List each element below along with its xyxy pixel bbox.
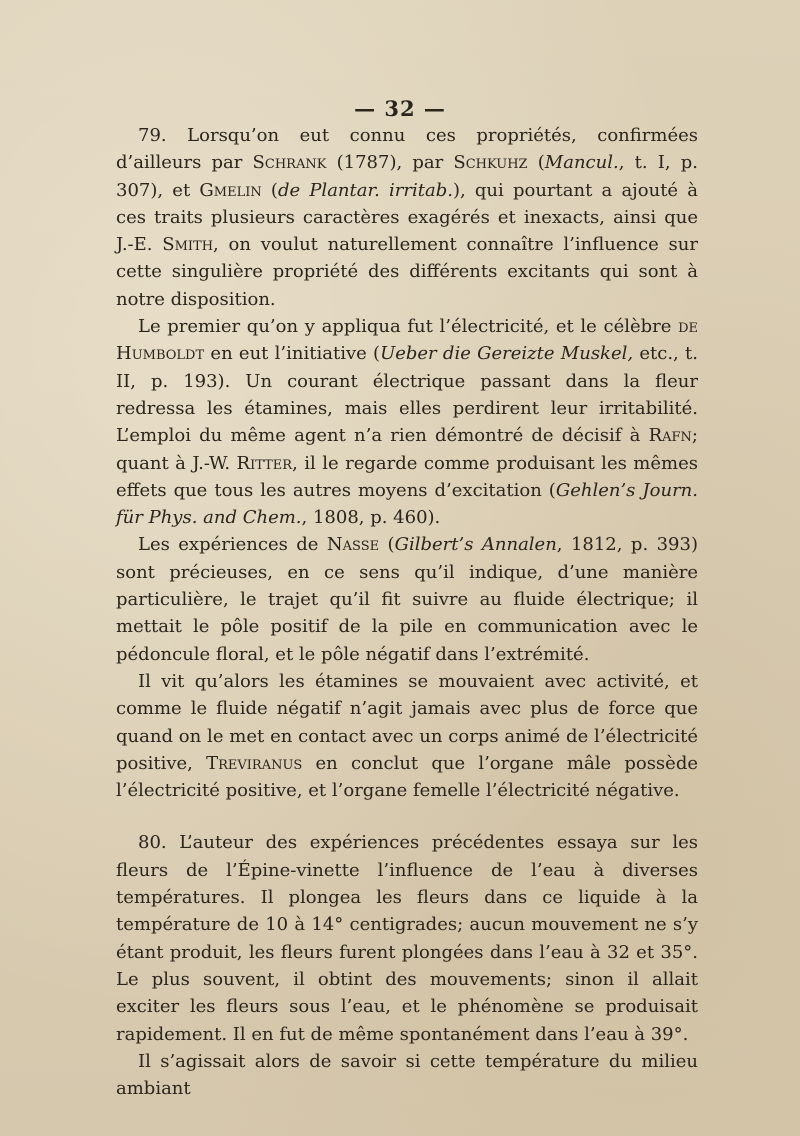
text-run: , 1808, p. 460). xyxy=(301,507,441,529)
italic-text: Ueber die Gereizte Muskel, xyxy=(380,343,634,365)
paragraph xyxy=(116,531,698,667)
text-run: ( xyxy=(527,152,545,174)
italic-text: Gilbert’s Annalen xyxy=(394,534,557,556)
text-run: , 1812, p. 393) sont précieuses, en ce sens qu’il indique, d’une manière particulière, le trajet qu’il fit suivre au fluide électrique; il mettait le pôle positif de la pile en communication avec le pédoncule floral, et le pôle négatif dans l’extrémité. xyxy=(116,534,698,665)
text-run: ; quant à J.-W. xyxy=(116,425,698,474)
italic-text: de Plantar. irritab. xyxy=(277,179,453,201)
text-run: etc., t. II, p. 193). Un courant électrique passant dans la fleur redressa les étamines, mais elles perdirent leur irritabilité. L’emploi du même agent n’a rien démontré de décisif à xyxy=(116,343,698,447)
paragraph xyxy=(116,829,698,1047)
text-run: 79. Lorsqu’on eut connu ces propriétés, confirmées d’ailleurs par xyxy=(116,125,698,174)
text-run: Le premier qu’on y appliqua fut l’électricité, et le célèbre xyxy=(138,316,679,338)
text-run: ( xyxy=(379,534,395,556)
text-run: 80. L’auteur des expériences précédentes essaya sur les fleurs de l’Épine-vinette l’influence de l’eau à diverses températures. Il plongea les fleurs dans ce liquide à la température de 10 à 14° centigrades; aucun mouvement ne s’y étant produit, les fleurs furent plongées dans l’eau à 32 et 35°. Le plus souvent, il obtint des mouvements; sinon il allait exciter les fleurs sous l’eau, et le phénomène se produisait rapidement. Il en fut de même spontanément dans l’eau à 39°. xyxy=(116,832,698,1045)
author-name: Nasse xyxy=(326,534,380,556)
text-run: (1787), par xyxy=(326,152,454,174)
text-run: en conclut que l’organe mâle possède l’électricité positive, et l’organe femelle l’électricité négative. xyxy=(116,752,699,802)
text-run: Les expériences de xyxy=(138,534,327,556)
text-run: , t. I, p. 307), et xyxy=(116,152,698,201)
text-run: Il s’agissait alors de savoir si cette température du milieu ambiant xyxy=(116,1050,698,1100)
text-run: ( xyxy=(261,179,278,201)
author-name: Smith xyxy=(162,234,214,256)
italic-text: Mancul. xyxy=(544,152,619,174)
paragraph xyxy=(116,313,698,531)
paragraph xyxy=(116,122,698,313)
italic-text: Gehlen’s Journ. für Phys. and Chem. xyxy=(116,479,698,529)
text-run: , on voulut naturellement connaître l’influence sur cette singulière propriété des différents excitants qui sont à notre disposition. xyxy=(116,234,698,310)
text-run: en eut l’initiative ( xyxy=(204,343,381,365)
author-name: Rafn xyxy=(648,425,692,447)
paragraph xyxy=(116,668,698,804)
paragraph xyxy=(116,1048,698,1103)
text-run: Il vit qu’alors les étamines se mouvaient avec activité, et comme le fluide négatif n’agit jamais avec plus de force que quand on le met en contact avec un corps animé de l’électricité positive, xyxy=(116,670,698,774)
author-name: Gmelin xyxy=(199,179,262,201)
page-body xyxy=(116,122,698,1102)
author-name: Ritter xyxy=(236,452,293,474)
text-run: , il le regarde comme produisant les mêmes effets que tous les autres moyens d’excitation ( xyxy=(116,452,698,501)
author-name: Schrank xyxy=(252,152,327,174)
page-number: — 32 — xyxy=(354,96,446,121)
author-name: Schkuhz xyxy=(453,152,528,174)
text-run: ), qui pourtant a ajouté à ces traits plusieurs caractères exagérés et inexacts, ainsi que J.-E. xyxy=(116,179,699,256)
author-name: de Humboldt xyxy=(116,316,698,365)
author-name: Treviranus xyxy=(206,752,303,774)
